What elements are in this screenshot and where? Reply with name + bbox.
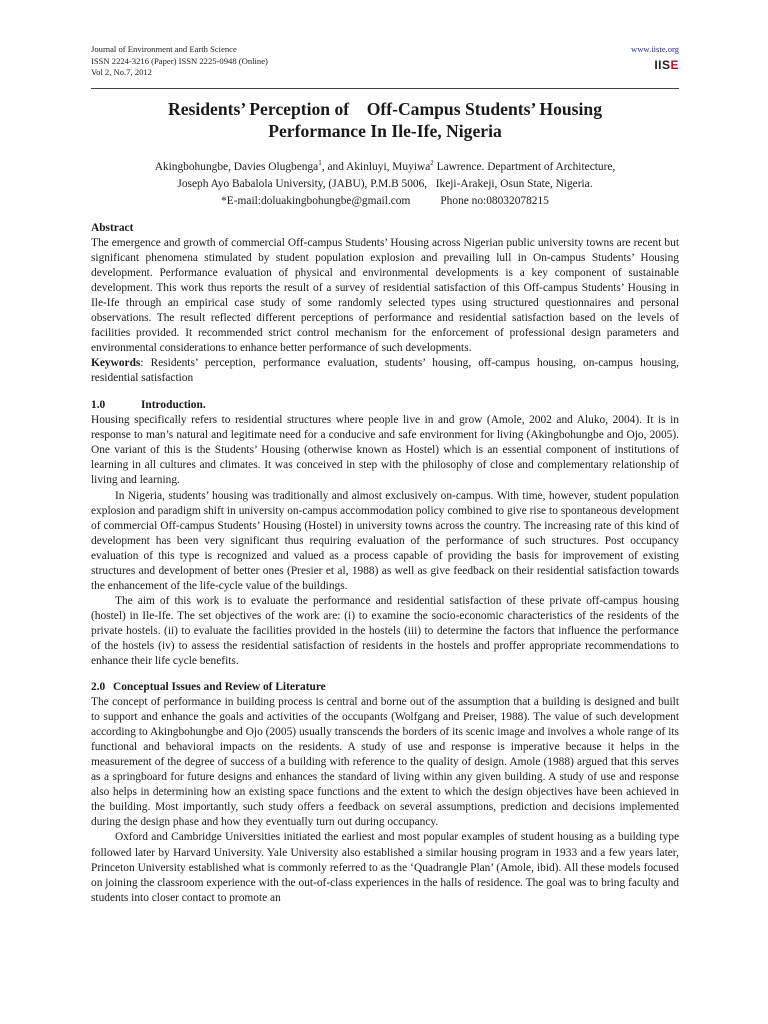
- author-block: [91, 155, 679, 210]
- abstract-heading: Abstract: [91, 221, 134, 234]
- keywords: Keywords: Residents’ perception, performance evaluation, students’ housing, off-campus housing, on-campus housing, residential satisfaction: [91, 357, 679, 385]
- running-header: [91, 44, 679, 88]
- volume-issue: Vol 2, No.7, 2012: [91, 67, 152, 77]
- journal-url-link[interactable]: www.iiste.org: [631, 44, 679, 54]
- title-line-2: Performance In Ile-Ife, Nigeria: [268, 120, 502, 141]
- author-phone: Phone no:08032078215: [440, 194, 549, 207]
- author-affiliation: Joseph Ayo Babalola University, (JABU), P.M.B 5006, Ikeji-Arakeji, Osun State, Nigeria.: [177, 177, 593, 190]
- journal-name: Journal of Environment and Earth Science: [91, 44, 237, 54]
- author-email: *E-mail:doluakingbohungbe@gmail.com: [221, 194, 411, 207]
- author-line-1: Akingbohungbe, Davies Olugbenga$^1$, and Akinluyi, Muyiwa$^2$ Lawrence. Department of Architecture,: [154, 159, 616, 173]
- journal-info: [91, 44, 679, 79]
- section-1-paragraph-1: Housing specifically refers to residential structures where people live in and grow (Amole, 2002 and Aluko, 2004). It is in response to man’s natural and legitimate need for a conducive and safe environment for living (Akingbohungbe and Ojo, 2005). One variant of this is the Students’ Housing (otherwise known as Hostel) which is an essential component of institutions of learning in all cultures and climates. It was conceived in step with the philosophy of close and complementary relationship of living and learning.: [91, 414, 679, 487]
- section-1-paragraph-2: In Nigeria, students’ housing was traditionally and almost exclusively on-campus. With time, however, student population explosion and paradigm shift in university on-campus accommodation policy combined to give rise to spontaneous development of commercial Off-campus Students’ Housing (Hostel) in university towns across the country. The increasing rate of this kind of development has been very significant thus requiring evaluation of the performance of such structures. Post occupancy evaluation of this type is recognized and valued as a process capable of providing the basis for improvement of existing structures and development of better ones (Presier et al, 1988) as well as give feedback on their residential satisfaction towards the enhancement of the life-cycle value of the buildings.: [91, 489, 679, 592]
- journal-page: [91, 44, 679, 906]
- section-1-paragraph-3: The aim of this work is to evaluate the performance and residential satisfaction of these private off-campus housing (hostel) in Ile-Ife. The set objectives of the work are: (i) to examine the socio-economic characteristics of the residents of the private hostels. (ii) to evaluate the facilities provided in the hostels (iii) to determine the factors that influence the performance of the hostels (iv) to assess the residential satisfaction of residents in the hostels and proffer appropriate recommendations to enhance their life cycle benefits.: [91, 594, 679, 668]
- title-line-1: Residents’ Perception of Off-Campus Students’ Housing: [168, 99, 602, 119]
- contact-line: [221, 193, 549, 210]
- publisher-block: [631, 44, 679, 74]
- section-1-heading: 1.0 Introduction.: [91, 399, 206, 412]
- paper-title: [91, 99, 679, 142]
- iiste-logo-icon: IISE: [654, 57, 679, 72]
- section-2-paragraph-2: Oxford and Cambridge Universities initiated the earliest and most popular examples of student housing as a building type followed later by Harvard University. Yale University also established a similar housing program in 1933 and a few years later, Princeton University established what is commonly referred to as the ‘Quadrangle Plan’ (Amole, ibid). All these models focused on joining the classroom experience with the out-of-class experiences in the halls of residence. The goal was to bring faculty and students into closer contact to promote an: [91, 831, 679, 904]
- abstract-text: The emergence and growth of commercial Off-campus Students’ Housing across Nigerian public university towns are recent but significant phenomena stimulated by student population explosion and prevailing lull in On-campus Students’ Housing development. Performance evaluation of physical and environmental developments is a key component of sustainable development. This work thus reports the result of a survey of residential satisfaction of this Off-campus Students’ Housing in Ile-Ife through an empirical case study of some randomly selected types using structured questionnaires and personal observations. The result reflected different perceptions of performance and residential satisfaction based on the levels of facilities provided. It recommended strict control mechanism for the enforcement of professional design parameters and environmental considerations to enhance better performance of such developments.: [91, 236, 679, 355]
- section-2-paragraph-1: The concept of performance in building process is central and borne out of the assumption that a building is designed and built to support and enhance the goals and activities of the occupants (Wolfgang and Preiser, 1988). The value of such development according to Akingbohungbe and Ojo (2005) usually transcends the borders of its scenic image and involves a whole range of its functional and behavioral impacts on the residents. A study of use and response is imperative because it helps in the measurement of the degree of success of a building with reference to the quality of design. Amole (1988) argued that this serves as a springboard for future designs and enhances the standard of living within any given building. A study of use and response also helps in determining how an existing space functions and the extent to which the design objectives have been achieved in the building. Most importantly, such study offers a feedback on several assumptions, prediction and decisions implemented during the design phase and how they eventually turn out during occupancy.: [91, 696, 679, 829]
- header-rule: [91, 88, 679, 89]
- issn: ISSN 2224-3216 (Paper) ISSN 2225-0948 (Online): [91, 55, 268, 66]
- section-2-heading: 2.0 Conceptual Issues and Review of Literature: [91, 681, 326, 694]
